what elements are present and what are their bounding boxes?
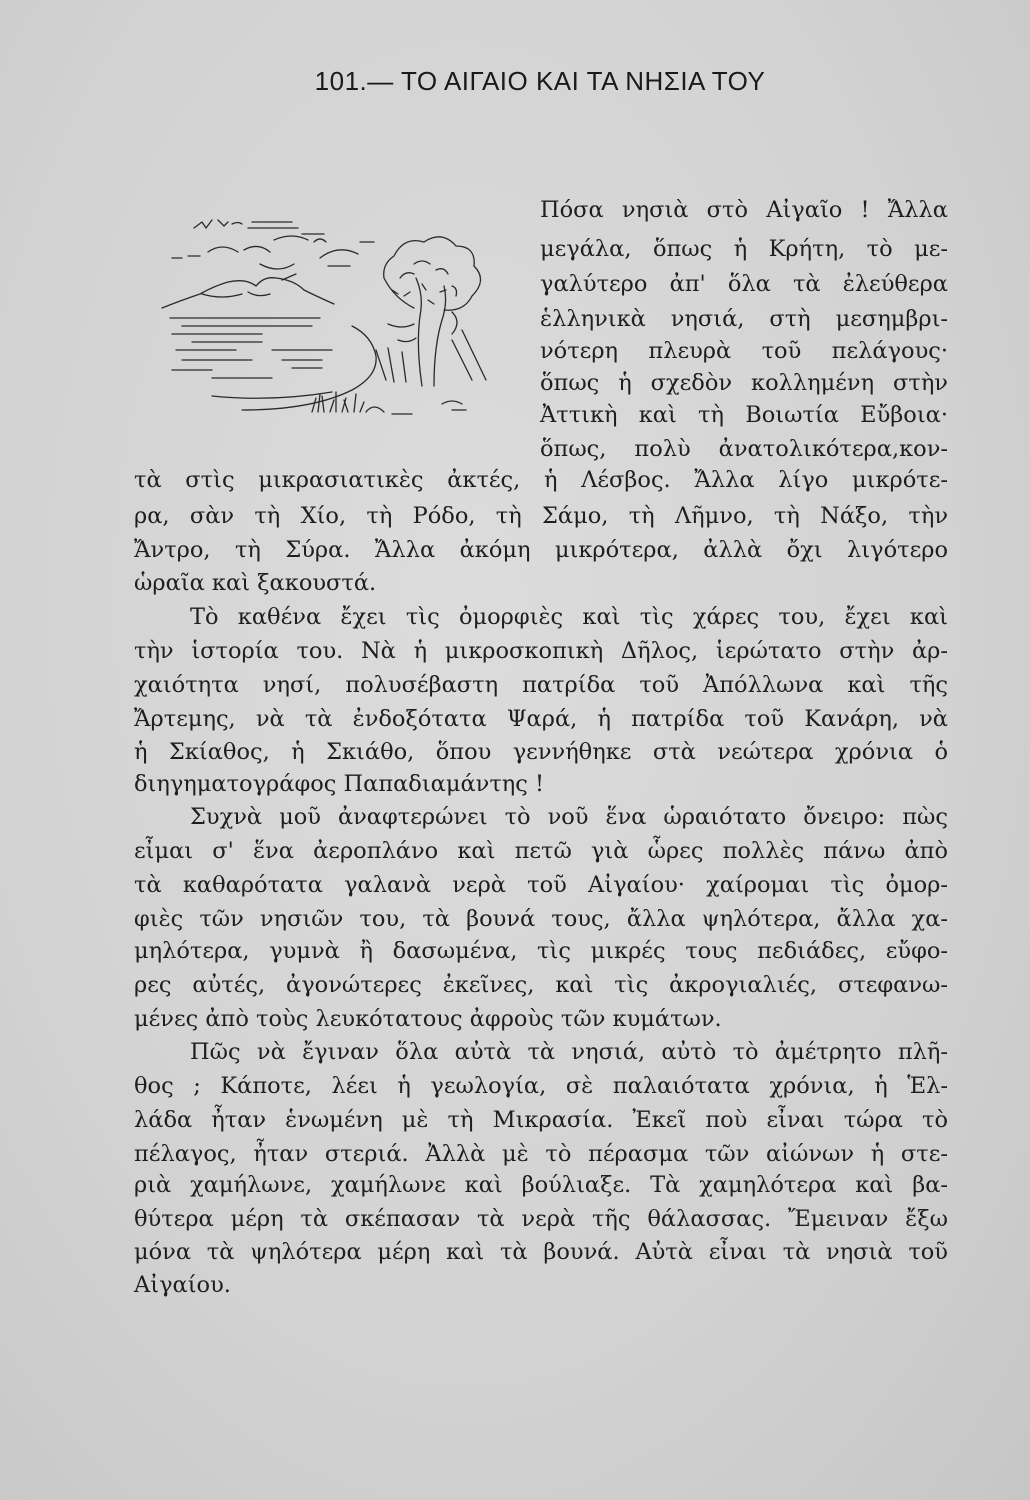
page-title: 101.— ΤΟ ΑΙΓΑΙΟ ΚΑΙ ΤΑ ΝΗΣΙΑ ΤΟΥ — [314, 66, 766, 96]
text-line: ἡ Σκίαθος, ἡ Σκιάθο, ὅπου γεννήθηκε στὰ νεώτερα χρόνια ὁ — [134, 739, 948, 765]
text-line: χαιότητα νησί, πολυσέβαστη πατρίδα τοῦ Ἀπόλλωνα καὶ τῆς — [134, 672, 948, 698]
text-line: διηγηματογράφος Παπαδιαμάντης ! — [134, 771, 545, 797]
text-line: εἶμαι σ' ἕνα ἀεροπλάνο καὶ πετῶ γιὰ ὧρες πολλὲς πάνω ἀπὸ — [134, 838, 948, 864]
text-line: Ἄντρο, τὴ Σύρα. Ἄλλα ἀκόμη μικρότερα, ἀλλὰ ὄχι λιγότερο — [134, 537, 948, 563]
text-line: τὴν ἱστορία του. Νὰ ἡ μικροσκοπικὴ Δῆλος, ἱερώτατο στὴν ἀρ- — [134, 638, 948, 664]
text-line: μηλότερα, γυμνὰ ἢ δασωμένα, τὶς μικρές τους πεδιάδες, εὔφο- — [134, 938, 948, 964]
text-line: μένες ἀπὸ τοὺς λευκότατους ἀφροὺς τῶν κυμάτων. — [134, 1006, 722, 1032]
text-line: Πῶς νὰ ἔγιναν ὅλα αὐτὰ τὰ νησιά, αὐτὸ τὸ ἀμέτρητο πλῆ- — [190, 1039, 948, 1065]
text-line: πέλαγος, ἦταν στεριά. Ἀλλὰ μὲ τὸ πέρασμα τῶν αἰώνων ἡ στε- — [134, 1141, 948, 1167]
text-line: νότερη πλευρὰ τοῦ πελάγους· — [540, 338, 948, 364]
text-line: θύτερα μέρη τὰ σκέπασαν τὰ νερὰ τῆς θάλασσας. Ἔμειναν ἔξω — [134, 1206, 948, 1232]
text-line: τὰ στὶς μικρασιατικὲς ἀκτές, ἡ Λέσβος. Ἄλλα λίγο μικρότε- — [134, 467, 948, 493]
text-line: Αἰγαίου. — [134, 1272, 231, 1298]
text-line: μόνα τὰ ψηλότερα μέρη καὶ τὰ βουνά. Αὐτὰ εἶναι τὰ νησιὰ τοῦ — [134, 1239, 948, 1265]
text-line: θος ; Κάποτε, λέει ἡ γεωλογία, σὲ παλαιότατα χρόνια, ἡ Ἑλ- — [134, 1073, 948, 1099]
text-line: ἑλληνικὰ νησιά, στὴ μεσημβρι- — [540, 306, 948, 332]
text-line: φιὲς τῶν νησιῶν του, τὰ βουνά τους, ἄλλα ψηλότερα, ἄλλα χα- — [134, 906, 948, 932]
text-line: Συχνὰ μοῦ ἀναφτερώνει τὸ νοῦ ἕνα ὡραιότατο ὄνειρο: πὼς — [190, 804, 948, 830]
text-line: ὅπως ἡ σχεδὸν κολλημένη στὴν — [540, 370, 948, 396]
text-line: γαλύτερο ἀπ' ὅλα τὰ ἐλεύθερα — [540, 271, 948, 297]
text-line: ρα, σὰν τὴ Χίο, τὴ Ρόδο, τὴ Σάμο, τὴ Λῆμνο, τὴ Νάξο, τὴν — [134, 503, 948, 529]
text-line: ρες αὐτές, ἀγονώτερες ἐκεῖνες, καὶ τὶς ἀκρογιαλιές, στεφανω- — [134, 972, 948, 998]
text-line: μεγάλα, ὅπως ἡ Κρήτη, τὸ με- — [540, 236, 948, 262]
text-line: Ἀττικὴ καὶ τὴ Βοιωτία Εὔβοια· — [540, 402, 948, 428]
text-line: Τὸ καθένα ἔχει τὶς ὀμορφιὲς καὶ τὶς χάρες του, ἔχει καὶ — [190, 604, 948, 630]
text-line: ὅπως, πολὺ ἀνατολικότερα,κον- — [540, 436, 948, 462]
island-coast-sketch-icon — [152, 200, 512, 440]
text-line: Πόσα νησιὰ στὸ Αἰγαῖο ! Ἄλλα — [540, 197, 948, 223]
text-line: ριὰ χαμήλωνε, χαμήλωνε καὶ βούλιαξε. Τὰ χαμηλότερα καὶ βα- — [134, 1172, 948, 1198]
text-line: λάδα ἦταν ἑνωμένη μὲ τὴ Μικρασία. Ἐκεῖ ποὺ εἶναι τώρα τὸ — [134, 1107, 948, 1133]
text-line: ὡραῖα καὶ ξακουστά. — [134, 570, 377, 596]
text-line: τὰ καθαρότατα γαλανὰ νερὰ τοῦ Αἰγαίου· χαίρομαι τὶς ὀμορ- — [134, 872, 948, 898]
text-line: Ἄρτεμης, νὰ τὰ ἐνδοξότατα Ψαρά, ἡ πατρίδα τοῦ Κανάρη, νὰ — [134, 706, 948, 732]
